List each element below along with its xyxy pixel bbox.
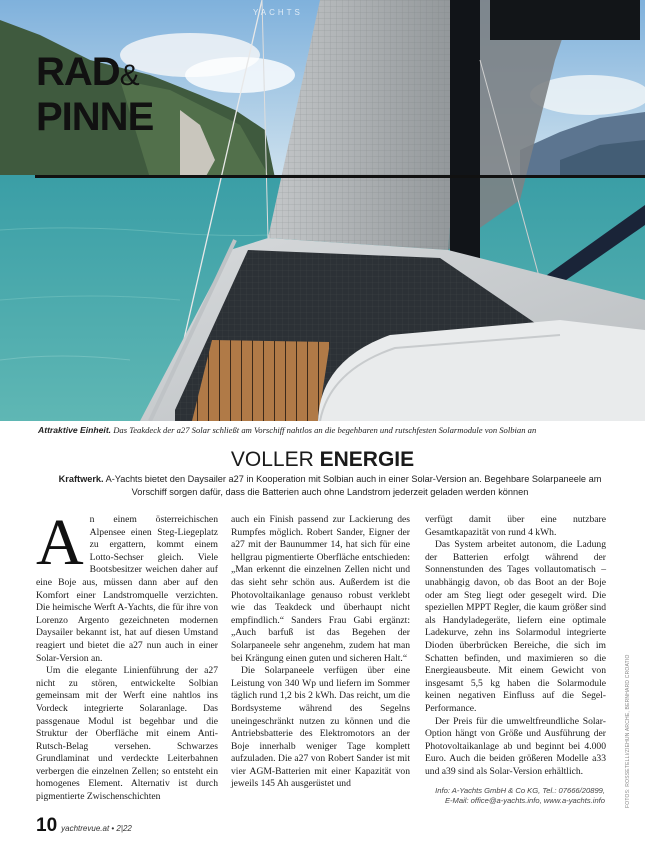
body-paragraph: Um die elegante Linienführung der a27 nicht zu stören, entwickelte Solbian gemeinsam mit der Werft eine nahtlos ins Vordeck integrierte Solaranlage. Das passgenaue Modul ist begehbar und die Struktur der Oberfläche mit einem Anti-Rutsch-Belag versehen. Schwarzes Grundlaminat und verdeckte Leiterbahnen verbergen die einzelnen Zellen; so entsteht ein homogenes Element. Alternativ ist durch pigmentierte Zwischenschichten — [36, 665, 218, 803]
photo-credit-text: FOTOS: ROSSETELLI/ZIEHUN ARCHE, BERNHARD CROATIO — [625, 654, 631, 808]
logo-ampersand: & — [119, 59, 140, 92]
deck-label: Kraftwerk. — [58, 474, 104, 484]
paragraph-text: n einem österreichischen Alpensee einen Steg-Liegeplatz zu ergattern, kommt einem Lotto-Sechser gleich. Viele Bootsbesitzer weichen daher auf eine Boje aus, müssen dann aber auf den Komfort einer Landstromquelle verzichten. Die heimische Werft A-Yachts, die für ihre von Lorenzo Argento gezeichneten modernen Daysailer bekannt ist, hat auf diesen Umstand reagiert und bietet die a27 nun auch in einer Solar-Version an. — [36, 514, 218, 664]
logo-line2: PINNE — [36, 95, 154, 139]
caption-text: Das Teakdeck der a27 Solar schließt am Vorschiff nahtlos an die begehbaren und rutschfesten Solarmodule von Solbian an — [111, 425, 537, 435]
page-number: 10 — [36, 815, 58, 836]
photo-caption — [38, 425, 628, 435]
logo-line1: RAD — [36, 50, 120, 94]
body-paragraph: Der Preis für die umweltfreundliche Solar-Option hängt von Größe und Ausführung der Photovoltaikanlage ab und beginnt bei 4.000 Euro. Auch die beiden größeren Modelle a33 und a39 sind als Solar-Version erhältlich. — [425, 715, 606, 777]
headline-bold: ENERGIE — [319, 448, 415, 471]
body-column-1 — [36, 506, 218, 804]
article-headline — [0, 448, 645, 472]
photo-credit — [618, 654, 631, 810]
body-paragraph: verfügt damit über eine nutzbare Gesamtkapazität von rund 4 kWh. — [425, 514, 606, 538]
contact-line-2: E-Mail: office@a-yachts.info, www.a-yachts.info — [444, 796, 605, 805]
body-paragraph: auch ein Finish passend zur Lackierung des Rumpfes möglich. Robert Sander, Eigner der a27 mit der Baunummer 14, hat sich für eine hellgrau pigmentierte Oberfläche entschieden: „Man erkennt die einzelnen Zellen nicht und das sieht sehr schön aus. Außerdem ist die Photovoltaikanlage genauso robust verklebt wie das Teakdeck und überhaupt nicht empfindlich.“ Sanders Frau Gabi ergänzt: „Auch barfuß ist das Begehen der Solarpaneele sehr angenehm, zudem hat man bei Krängung einen guten und sicheren Halt.“ — [231, 514, 410, 664]
body-paragraph: Die Solarpaneele verfügen über eine Leistung von 340 Wp und liefern im Sommer täglich rund 1,2 bis 2 kWh. Das reicht, um die Bordsysteme während des Segelns uneingeschränkt nutzen zu können und die Antriebsbatterie des Elektromotors an der Boje innerhalb weniger Tage komplett aufzuladen. Die a27 von Robert Sander ist mit vier AGM-Batterien mit einer Kapazität von jeweils 145 Ah ausgerüstet und — [231, 665, 410, 790]
contact-line-1: Info: A-Yachts GmbH & Co KG, Tel.: 07666/20899, — [435, 786, 605, 795]
body-paragraph: Das System arbeitet autonom, die Ladung der Batterien erfolgt während der Sonnenstunden des Tages vollautomatisch – unabhängig davon, ob das Boot an der Boje oder am Steg liegt oder gesegelt wird. Die speziellen MPPT Regler, die kaum größer sind als Handyladegeräte, liefern eine optimale Ladekurve, zehn ins Solarmodul integrierte Dioden überbrücken Bereiche, die sich im Schatten befinden, und maximieren so die Energieausbeute. Mit einem Gewicht von insgesamt 5,5 kg haben die Solarmodule keinen negativen Einfluss auf die Segel-Performance. — [425, 539, 606, 714]
body-column-2 — [231, 514, 410, 791]
body-paragraph — [36, 506, 218, 665]
drop-cap: A — [36, 506, 84, 579]
hero-photo — [0, 0, 645, 421]
body-column-3 — [425, 514, 606, 778]
header-rule — [35, 175, 645, 178]
page-footer — [36, 815, 132, 837]
section-label: YACHTS — [253, 8, 303, 17]
article-deck — [40, 473, 620, 498]
magazine-logo — [36, 50, 154, 139]
deck-text: A-Yachts bietet den Daysailer a27 in Kooperation mit Solbian auch in einer Solar-Version an. Begehbare Solarpaneele am Vorschiff sorgen dafür, dass die Batterien auch ohne Landstrom jederzeit geladen werden können — [103, 474, 602, 497]
publication-name: yachtrevue.at • 2|22 — [61, 824, 132, 833]
contact-info — [425, 786, 605, 806]
caption-label: Attraktive Einheit. — [38, 425, 112, 435]
headline-light: VOLLER — [230, 448, 320, 471]
